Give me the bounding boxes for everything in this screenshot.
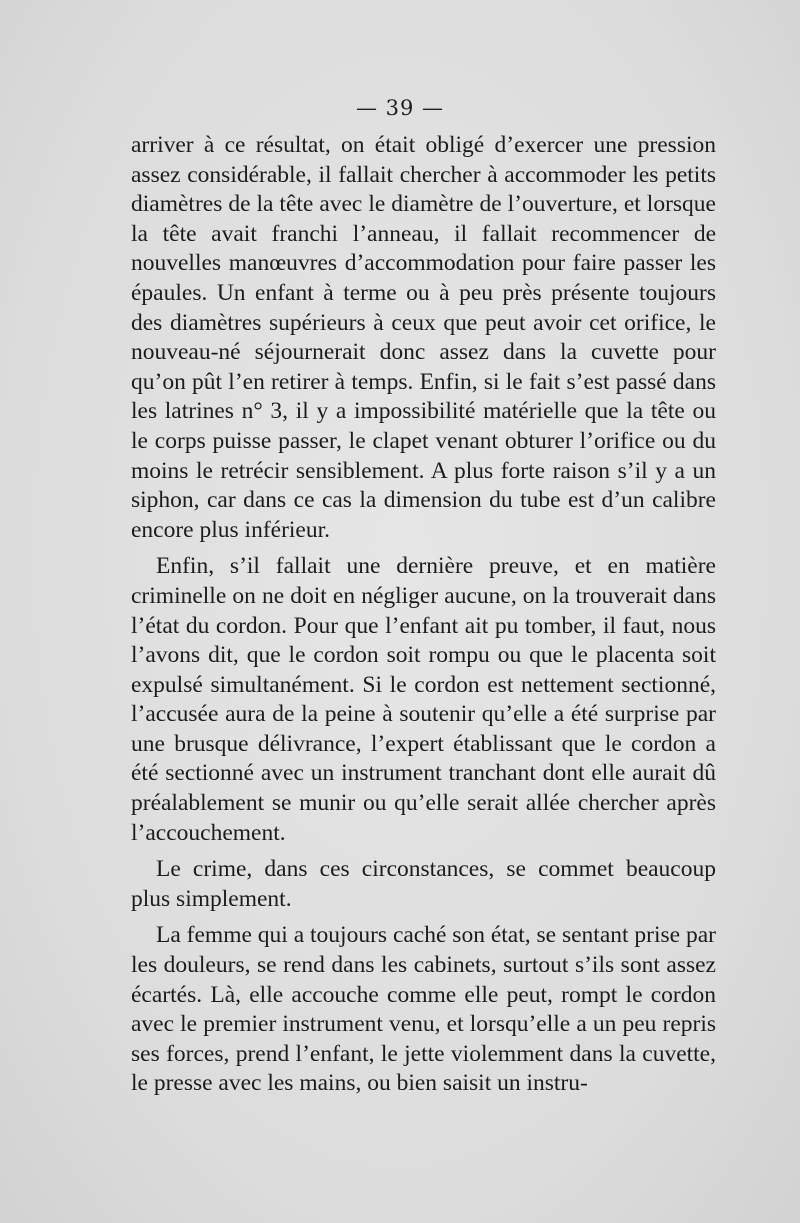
paragraph-1: arriver à ce résultat, on était obligé d’exercer une pression assez considérable, il fallait chercher à accommoder les petits diamètres de la tête avec le diamètre de l’ouverture, et lorsque la tête avait franchi l’anneau, il fallait recommencer de nouvelles manœuvres d’accommodation pour faire passer les épaules. Un enfant à terme ou à peu près présente toujours des diamètres supérieurs à ceux que peut avoir cet orifice, le nouveau-né séjournerait donc assez dans la cuvette pour qu’on pût l’en retirer à temps. Enfin, si le fait s’est passé dans les latrines n° 3, il y a impossibilité matérielle que la tête ou le corps puisse passer, le clapet venant obturer l’orifice ou du moins le retrécir sensiblement. A plus forte raison s’il y a un siphon, car dans ce cas la dimension du tube est d’un calibre encore plus inférieur. xyxy=(131,132,716,543)
body-text xyxy=(131,131,716,1106)
paragraph-4: La femme qui a toujours caché son état, se sentant prise par les douleurs, se rend dans les cabinets, surtout s’ils sont assez écartés. Là, elle accouche comme elle peut, rompt le cordon avec le premier instrument venu, et lorsqu’elle a un peu repris ses forces, prend l’enfant, le jette violemment dans la cuvette, le presse avec les mains, ou bien saisit un instru- xyxy=(131,922,716,1097)
paragraph-3: Le crime, dans ces circonstances, se commet beaucoup plus simplement. xyxy=(131,856,716,912)
page-number: — 39 — xyxy=(355,96,445,120)
paragraph-2: Enfin, s’il fallait une dernière preuve, et en matière criminelle on ne doit en négliger aucune, on la trouverait dans l’état du cordon. Pour que l’enfant ait pu tomber, il faut, nous l’avons dit, que le cordon soit rompu ou que le placenta soit expulsé simultanément. Si le cordon est nettement sectionné, l’accusée aura de la peine à soutenir qu’elle a été surprise par une brusque délivrance, l’expert établissant que le cordon a été sectionné avec un instrument tranchant dont elle aurait dû préalablement se munir ou qu’elle serait allée chercher après l’accouchement. xyxy=(131,553,716,846)
